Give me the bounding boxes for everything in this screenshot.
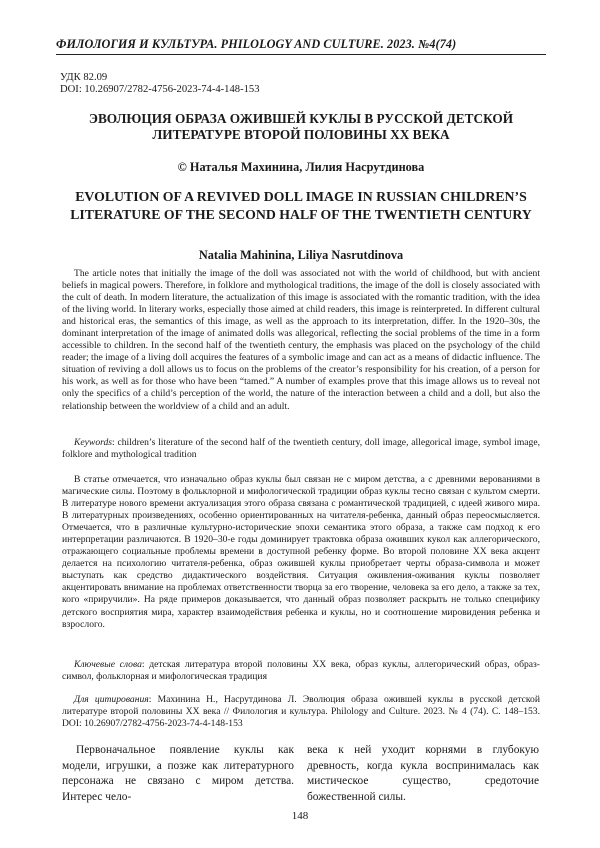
doi: DOI: 10.26907/2782-4756-2023-74-4-148-153 (60, 84, 260, 96)
authors-en: Natalia Mahinina, Liliya Nasrutdinova (198, 248, 404, 262)
citation-text: : Махинина Н., Насрутдинова Л. Эволюция образа ожившей куклы в русской детской литературе второй половины XX века // Филология и культура. Philology and Culture. 2023. № 4 (74). С. 148–153. DOI: 10.26907/2782-4756-2023-74-4-148-153 (62, 694, 540, 730)
body-column-right: века к ней уходит корнями в глубокую древность, когда кукла воспринималась как мистическое существо, средоточие божественной силы. (307, 744, 539, 803)
keywords-ru (62, 659, 540, 683)
page-number: 148 (291, 810, 309, 822)
abstract-ru: В статье отмечается, что изначально образ куклы был связан не с миром детства, а с древними верованиями в магические силы. Поэтому в фольклорной и мифологической традиции образ куклы тесно связан с культом смерти. В литературе нового времени актуализация этого образа связана с романтической традицией, с идеей живого мира. В литературных произведениях, особенно ориентированных на читателя-ребенка, данный образ переосмысляется. Отмечается, что в различные культурно-исторические эпохи семантика этого образа, а также сам подход к его интерпретации различаются. В 1920–30-е годы доминирует трактовка образа оживших кукол как аллегорического, отражающего социальные проблемы времени в доступной ребенку форме. Во второй половине XX века акцент делается на психологию читателя-ребенка, образ ожившей куклы приобретает черты образа-символа и может выступать как средство дидактического воздействия. Ситуация оживления-оживания куклы позволяет акцентировать внимание на проблемах ответственности творца за его творение, человека за его дело, а также за тех, кого «приручили». На ряде примеров доказывается, что данный образ позволяет раскрыть не только специфику детского восприятия мира, характер взаимодействия ребенка и куклы, но и соотношение мировидения ребенка и взрослого. (62, 474, 540, 630)
udk: УДК 82.09 (60, 72, 108, 83)
citation (62, 694, 540, 730)
citation-label: Для цитирования (74, 694, 149, 705)
keywords-en-label: Keywords (74, 437, 113, 448)
keywords-en (62, 437, 540, 461)
abstract-en: The article notes that initially the image of the doll was associated not with the world of childhood, but with ancient beliefs in magical powers. Therefore, in folklore and mythological traditions, the image of the doll is closely associated with the cult of death. In modern literature, the actualization of this image is associated with the romantic tradition, with the idea of the living world. In literary works, especially those aimed at child readers, this image is reinterpreted. In different cultural and historical eras, the semantics of this image, as well as the approach to its interpretation, differ. In the 1920–30s, the dominant interpretation of the image of animated dolls was allegorical, reflecting the social problems of the time in a form accessible to children. In the second half of the twentieth century, the emphasis was placed on the psychology of the child reader; the image of a living doll acquires the features of a symbolic image and can act as a means of didactic influence. The situation of reviving a doll allows us to focus on the problems of the creator’s responsibility for his creation, of a person for his work, as well as for those who have been “tamed.” A number of examples prove that this image allows us to reveal not only the specifics of a child’s perception of the world, the nature of the interaction between a child and a doll, but also the relationship between the worldview of a child and an adult. (62, 268, 540, 412)
keywords-en-text: : children’s literature of the second half of the twentieth century, doll image, allegorical image, symbol image, folklore and mythological tradition (62, 437, 540, 461)
article-meta (60, 72, 260, 97)
keywords-ru-label: Ключевые слова (74, 659, 142, 670)
running-head: ФИЛОЛОГИЯ И КУЛЬТУРА. PHILOLOGY AND CULTURE. 2023. №4(74) (56, 37, 457, 51)
title-en: EVOLUTION OF A REVIVED DOLL IMAGE IN RUSSIAN CHILDREN’S LITERATURE OF THE SECOND HALF OF THE TWENTIETH CENTURY (70, 189, 532, 222)
authors-ru: © Наталья Махинина, Лилия Насрутдинова (177, 160, 425, 174)
body-column-left: Первоначальное появление куклы как модели, игрушки, а позже как литературного персонажа не связано с миром детства. Интерес чело- (62, 744, 294, 803)
title-ru: ЭВОЛЮЦИЯ ОБРАЗА ОЖИВШЕЙ КУКЛЫ В РУССКОЙ ДЕТСКОЙ ЛИТЕРАТУРЕ ВТОРОЙ ПОЛОВИНЫ XX ВЕКА (88, 111, 514, 142)
header-rule (56, 54, 546, 55)
keywords-ru-text: : детская литература второй половины XX века, образ куклы, аллегорический образ, образ-символ, фольклорная и мифологическая традиция (62, 659, 540, 683)
